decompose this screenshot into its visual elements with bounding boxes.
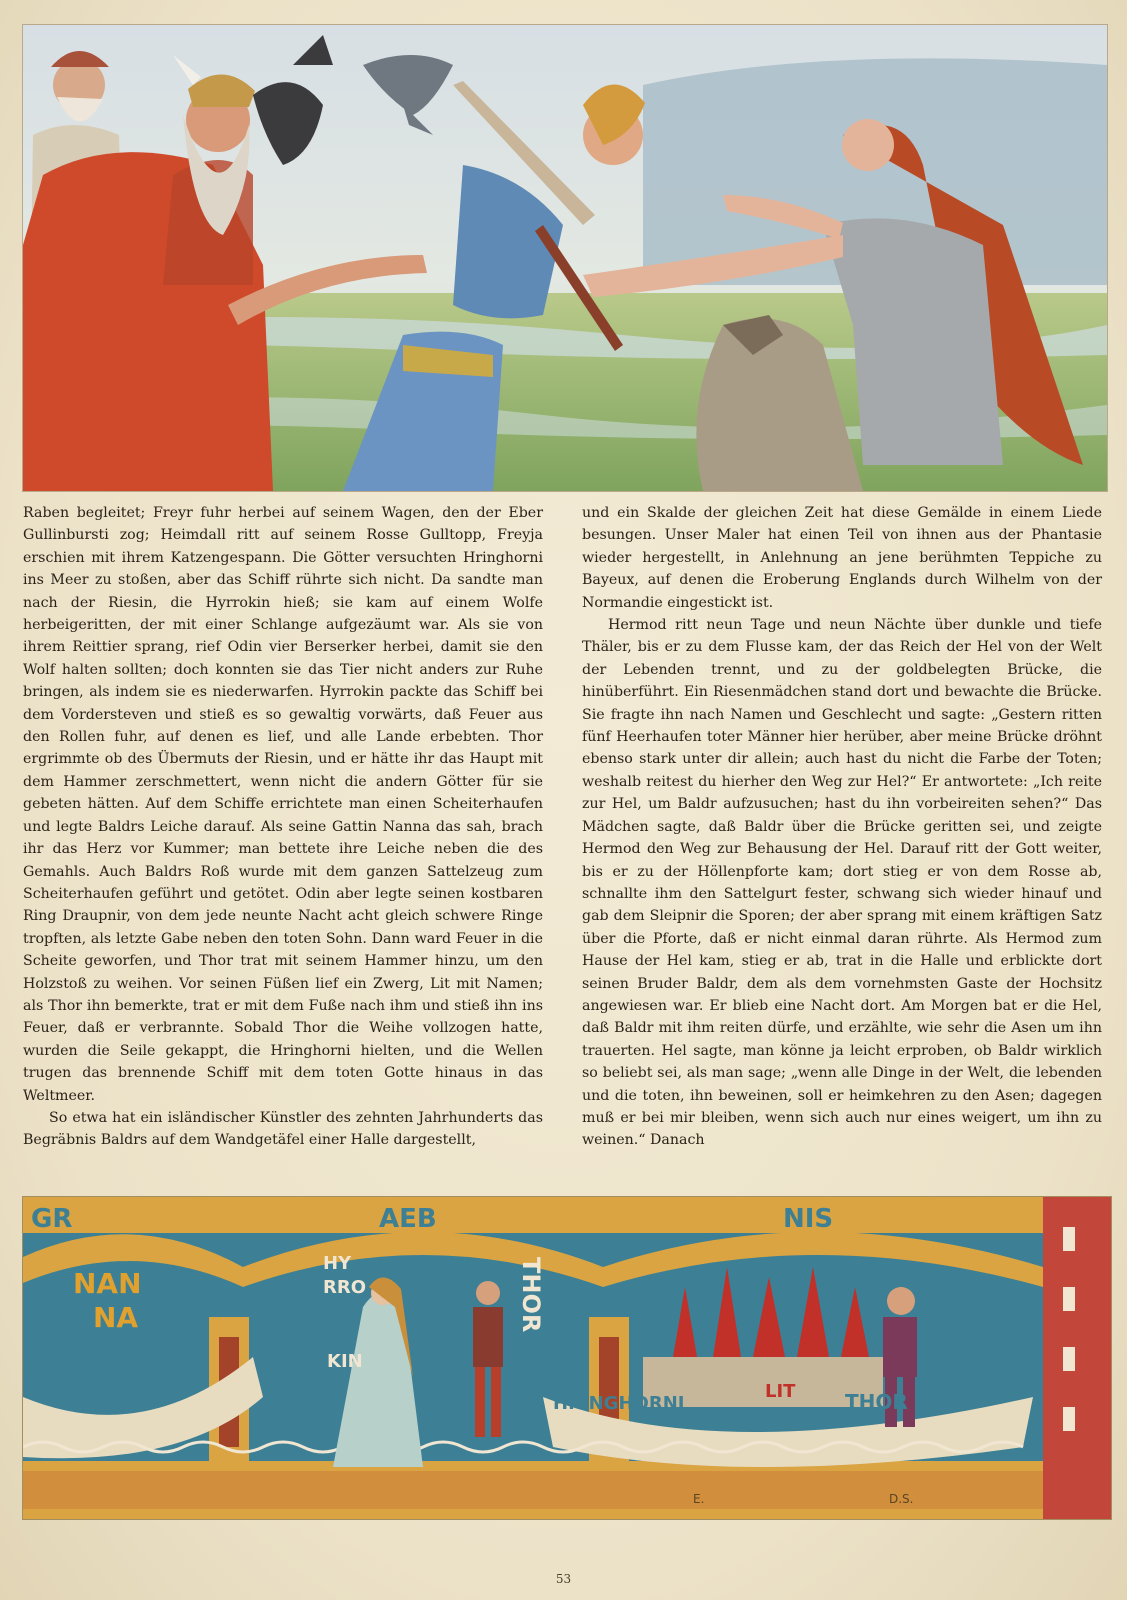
- tapestry-label-lit: LIT: [765, 1381, 796, 1402]
- tapestry-label-aeb: AEB: [379, 1204, 437, 1234]
- tapestry-label-na: NA: [93, 1301, 139, 1334]
- tapestry-label-rni: RNI: [33, 1374, 77, 1399]
- tapestry-label-hringhorni: HRINGHORNI: [553, 1393, 685, 1414]
- page-number: 53: [555, 1572, 572, 1586]
- left-paragraph-2: So etwa hat ein isländischer Künstler des zehnten Jahrhunderts das Begräbnis Baldrs auf dem Wandgetäfel einer Halle dargestellt,: [23, 1109, 543, 1149]
- tapestry-label-nan: NAN: [73, 1267, 142, 1300]
- baldr-death-painting: [22, 24, 1108, 492]
- tapestry-label-nis: NIS: [783, 1204, 834, 1234]
- tapestry-label-hy: HY: [323, 1253, 352, 1274]
- tapestry-label-rro: RRO: [323, 1277, 367, 1298]
- tapestry-label-kin: KIN: [327, 1351, 363, 1372]
- left-text-column: [23, 502, 543, 1152]
- tapestry-label-thor-bottom: THOR: [845, 1390, 908, 1414]
- funeral-tapestry-painting: [22, 1196, 1112, 1520]
- tapestry-svg: [23, 1197, 1111, 1519]
- right-paragraph-1: und ein Skalde der gleichen Zeit hat diese Gemälde in einem Liede besungen. Unser Maler hat einen Teil von ihnen aus der Phantasie wieder hergestellt, in Anlehnung an jene berühmten Teppiche zu Bayeux, auf denen die Eroberung Englands durch Wilhelm von der Normandie eingestickt ist.: [582, 505, 1102, 611]
- right-text-column: [582, 502, 1102, 1152]
- tapestry-signature-e: E.: [693, 1492, 705, 1506]
- left-paragraph-1: Raben begleitet; Freyr fuhr herbei auf seinem Wagen, den der Eber Gullinbursti zog; Heimdall ritt auf seinem Rosse Gulltopp, Freyja erschien mit ihrem Katzengespann. Die Götter versuchten Hringhorni ins Meer zu stoßen, aber das Schiff rührte sich nicht. Da sandte man nach der Riesin, die Hyrrokin hieß; sie kam auf einem Wolfe herbeigeritten, der mit einer Schlange aufgezäumt war. Als sie von ihrem Reittier sprang, rief Odin vier Berserker herbei, damit sie den Wolf halten sollten; doch konnten sie das Tier nicht anders zur Ruhe bringen, als indem sie es niederwarfen. Hyrrokin packte das Schiff bei dem Vordersteven und stieß es so gewaltig vorwärts, daß Feuer aus den Rollen fuhr, auf denen es lief, und alle Lande erbebten. Thor ergrimmte ob des Übermuts der Riesin, und er hätte ihr das Haupt mit dem Hammer zerschmettert, wenn nicht die andern Götter für sie gebeten hätten. Auf dem Schiffe errichtete man einen Scheiterhaufen und legte Baldrs Leiche darauf. Als seine Gattin Nanna das sah, brach ihr das Herz vor Kummer; man bettete ihre Leiche neben die des Gemahls. Auch Baldrs Roß wurde mit dem ganzen Sattelzeug zum Scheiterhaufen geführt und getötet. Odin aber legte seinen kostbaren Ring Draupnir, von dem jede neunte Nacht acht gleich schwere Ringe tropften, als letzte Gabe neben den toten Sohn. Dann ward Feuer in die Scheite geworfen, und Thor trat mit seinem Hammer hinzu, um den Holzstoß zu weihen. Vor seinen Füßen lief ein Zwerg, Lit mit Namen; als Thor ihn bemerkte, trat er mit dem Fuße nach ihm und stieß ihn ins Feuer, daß er verbrannte. Sobald Thor die Weihe vollzogen hatte, wurden die Seile gekappt, die Hringhorni hielten, und die Wellen trugen das brennende Schiff mit dem toten Gotte hinaus in das Weltmeer.: [23, 505, 543, 1104]
- painting-svg: [23, 25, 1107, 491]
- right-paragraph-2: Hermod ritt neun Tage und neun Nächte über dunkle und tiefe Thäler, bis er zu dem Flusse kam, der das Reich der Hel von der Welt der Lebenden trennt, und zu der goldbelegten Brücke, die hinüberführt. Ein Riesenmädchen stand dort und bewachte die Brücke. Sie fragte ihn nach Namen und Geschlecht und sagte: „Gestern ritten fünf Heerhaufen toter Männer hier herüber, aber meine Brücke dröhnt ebenso stark unter dir allein; auch hast du nicht die Farbe der Toten; weshalb reitest du hierher den Weg zur Hel?“ Er antwortete: „Ich reite zur Hel, um Baldr aufzusuchen; hast du ihn vorbeireiten sehen?“ Das Mädchen sagte, daß Baldr über die Brücke geritten sei, und zeigte Hermod den Weg zur Behausung der Hel. Darauf ritt der Gott weiter, bis er zu der Höllenpforte kam; dort stieg er von dem Rosse ab, schnallte ihm den Sattelgurt fester, schwang sich wieder hinauf und gab dem Sleipnir die Sporen; der aber sprang mit einem kräftigen Satz über die Pforte, daß er nicht einmal daran rührte. Als Hermod zum Hause der Hel kam, stieg er ab, trat in die Halle und erblickte dort seinen Bruder Baldr, dem als dem vornehmsten Gaste der Hochsitz angewiesen war. Er blieb eine Nacht dort. Am Morgen bat er die Hel, daß Baldr mit ihm reiten dürfe, und erzählte, wie sehr die Asen um ihn trauerten. Hel sagte, man könne ja leicht erproben, ob Baldr wirklich so beliebt sei, als man sage; „wenn alle Dinge in der Welt, die lebenden und die toten, ihn beweinen, soll er heimkehren zu den Asen; dagegen muß er bei mir bleiben, wenn sich auch nur eines weigert, um ihn zu weinen.“ Danach: [582, 617, 1102, 1149]
- tapestry-label-gr: GR: [31, 1204, 73, 1234]
- tapestry-label-thor-vertical: THOR: [517, 1257, 545, 1333]
- tapestry-signature-ds: D.S.: [889, 1492, 914, 1506]
